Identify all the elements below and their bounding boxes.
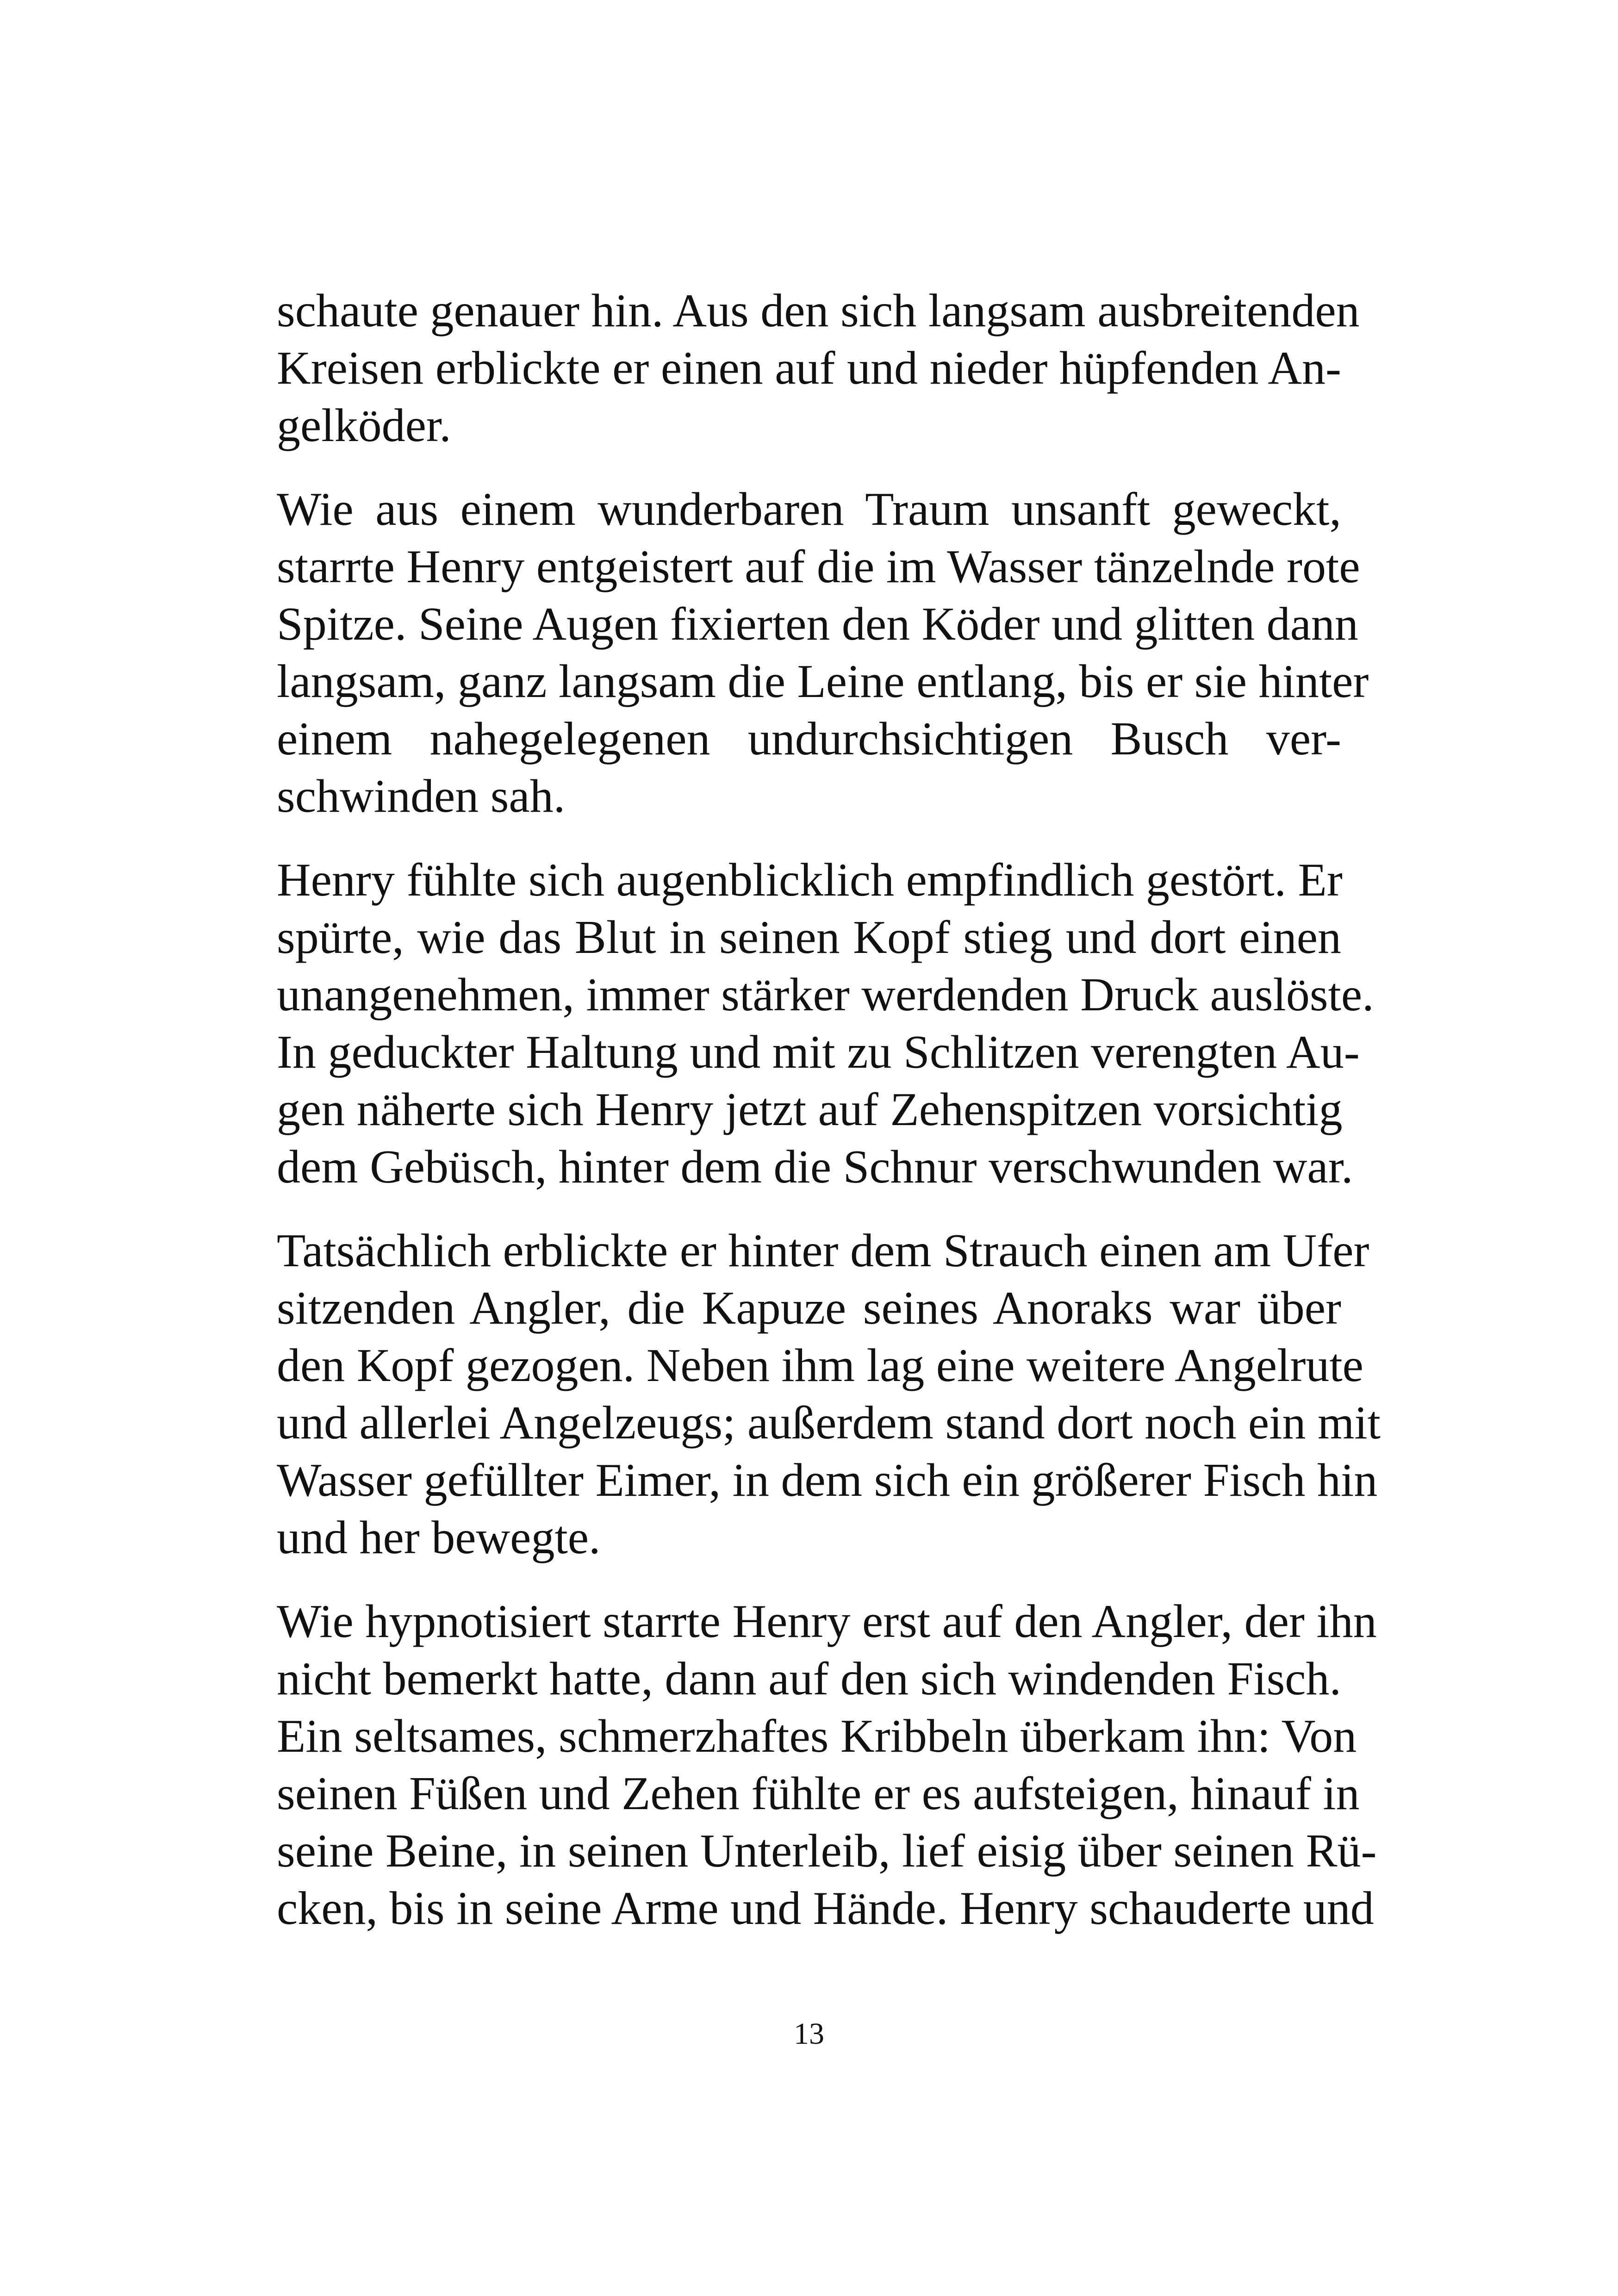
text-line: seinen Füßen und Zehen fühlte er es aufsteigen, hinauf in [277, 1767, 1360, 1820]
text-line: seine Beine, in seinen Unterleib, lief eisig über seinen Rü- [277, 1825, 1377, 1877]
text-line: schaute genauer hin. Aus den sich langsam ausbreitenden [277, 285, 1360, 337]
text-line: und her bewegte. [277, 1512, 601, 1564]
text-line: Wie aus einem wunderbaren Traum unsanft geweckt, [277, 483, 1341, 535]
text-line: den Kopf gezogen. Neben ihm lag eine weitere Angelrute [277, 1339, 1363, 1392]
text-line: starrte Henry entgeistert auf die im Wasser tänzelnde rote [277, 541, 1360, 593]
text-line: schwinden sah. [277, 770, 566, 822]
text-line: nicht bemerkt hatte, dann auf den sich windenden Fisch. [277, 1653, 1342, 1705]
text-line: unangenehmen, immer stärker werdenden Druck auslöste. [277, 969, 1374, 1021]
text-line: dem Gebüsch, hinter dem die Schnur verschwunden war. [277, 1141, 1353, 1193]
text-line: gelköder. [277, 399, 451, 452]
text-line: Henry fühlte sich augenblicklich empfindlich gestört. Er [277, 854, 1343, 906]
text-line: Wie hypnotisiert starrte Henry erst auf den Angler, der ihn [277, 1595, 1377, 1648]
text-line: Spitze. Seine Augen fixierten den Köder und glitten dann [277, 598, 1358, 650]
text-line: einem nahegelegenen undurchsichtigen Busch ver- [277, 713, 1341, 765]
text-line: spürte, wie das Blut in seinen Kopf stieg und dort einen [277, 911, 1341, 964]
text-line: Tatsächlich erblickte er hinter dem Strauch einen am Ufer [277, 1225, 1369, 1277]
page-number: 13 [794, 2017, 824, 2051]
text-line: In geduckter Haltung und mit zu Schlitzen verengten Au- [277, 1026, 1360, 1078]
text-line: sitzenden Angler, die Kapuze seines Anoraks war über [277, 1282, 1341, 1334]
text-line: Kreisen erblickte er einen auf und nieder hüpfenden An- [277, 342, 1341, 394]
text-line: Ein seltsames, schmerzhaftes Kribbeln überkam ihn: Von [277, 1710, 1357, 1762]
text-line: gen näherte sich Henry jetzt auf Zehenspitzen vorsichtig [277, 1083, 1343, 1136]
text-line: cken, bis in seine Arme und Hände. Henry schauderte und [277, 1882, 1374, 1935]
text-line: Wasser gefüllter Eimer, in dem sich ein größerer Fisch hin [277, 1454, 1378, 1506]
text-line: langsam, ganz langsam die Leine entlang, bis er sie hinter [277, 655, 1369, 708]
text-line: und allerlei Angelzeugs; außerdem stand dort noch ein mit [277, 1397, 1381, 1449]
